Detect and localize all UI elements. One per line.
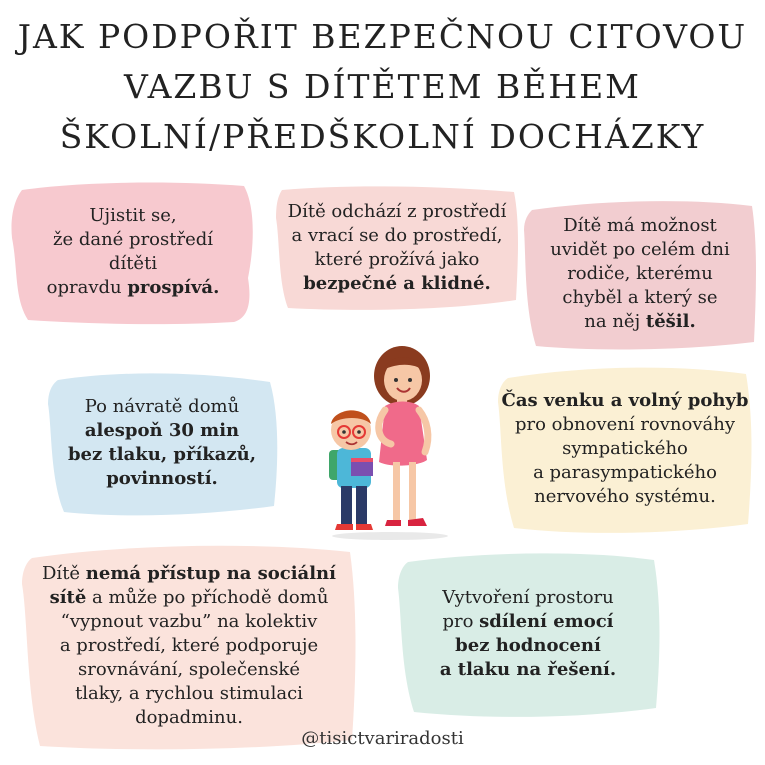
tip-line <box>567 262 713 286</box>
tip-line <box>502 389 749 413</box>
tip-text-regular: Vytvoření prostoru <box>442 587 614 608</box>
tip-text-regular: opravdu <box>46 277 128 298</box>
title-line-1: JAK PODPOŘIT BEZPEČNOU CITOVOU <box>17 17 748 56</box>
tip-line <box>315 248 480 272</box>
tip-text-regular: sympatického <box>562 438 688 459</box>
tip-line <box>442 610 613 634</box>
tip-text-regular: srovnávání, společenské <box>78 659 300 680</box>
tip-text-regular: “vypnout vazbu” na kolektiv <box>60 611 318 632</box>
tip-text-regular: na něj <box>584 311 646 332</box>
tip-text-regular: že dané prostředí <box>52 229 214 250</box>
tip-line <box>440 658 616 682</box>
tip-line <box>78 658 300 682</box>
tip-line <box>534 485 716 509</box>
illustration-svg <box>315 340 455 540</box>
tip-text-regular: rodiče, kterému <box>567 263 713 284</box>
tip-text-bold: bezpečné a klidné. <box>303 273 491 294</box>
tip-text-regular: Ujistit se, <box>89 205 177 226</box>
tip-box-5 <box>494 362 756 536</box>
mother-child-illustration <box>315 340 455 544</box>
tip-text-regular: dopadminu. <box>135 707 243 728</box>
tip-box-4 <box>42 368 282 518</box>
tip-line <box>584 310 695 334</box>
tip-line <box>562 437 688 461</box>
tip-line <box>85 419 239 443</box>
tip-text-bold: těšil. <box>645 311 696 332</box>
tip-line <box>89 204 176 228</box>
tip-text-bold: nemá přístup na sociální <box>85 563 336 584</box>
tip-line <box>42 562 336 586</box>
tip-text-regular: pro <box>442 611 480 632</box>
tip-box-7 <box>392 548 664 720</box>
tip-text-bold: alespoň 30 min <box>84 420 240 441</box>
page-title <box>0 12 765 162</box>
title-line-3: ŠKOLNÍ/PŘEDŠKOLNÍ DOCHÁZKY <box>59 117 706 156</box>
tip-text-bold: sítě <box>49 587 87 608</box>
tip-line <box>292 224 503 248</box>
tip-text-regular: a může po příchodě domů <box>86 587 329 608</box>
tip-box-1 <box>8 178 258 326</box>
tip-text-6 <box>18 540 360 752</box>
tip-text-7 <box>392 548 664 720</box>
tip-box-3 <box>520 196 760 352</box>
tip-text-regular: uvidět po celém dni <box>550 239 730 260</box>
instagram-handle: @tisictvariradosti <box>301 728 464 749</box>
tip-text-bold: povinností. <box>106 468 218 489</box>
tip-text-regular: dítěti <box>108 253 158 274</box>
tip-line <box>75 682 303 706</box>
tip-text-3 <box>520 196 760 352</box>
tip-line <box>106 467 218 491</box>
tip-line <box>303 272 491 296</box>
tip-text-bold: bez hodnocení <box>455 635 601 656</box>
tip-line <box>533 461 717 485</box>
tip-line <box>455 634 601 658</box>
tip-text-1 <box>8 178 258 326</box>
tip-line <box>68 443 256 467</box>
tip-text-regular: Po návratě domů <box>84 396 240 417</box>
tip-text-regular: a parasympatického <box>533 462 717 483</box>
tip-box-6 <box>18 540 360 752</box>
tip-text-bold: Čas venku a volný pohyb <box>501 390 749 411</box>
tip-text-regular: Dítě odchází z prostředí <box>287 201 507 222</box>
tip-text-bold: bez tlaku, příkazů, <box>67 444 257 465</box>
tip-text-regular: pro obnovení rovnováhy <box>514 414 736 435</box>
tip-line <box>442 586 613 610</box>
tip-line <box>47 276 220 300</box>
tip-text-regular: Dítě <box>42 563 86 584</box>
tip-text-bold: a tlaku na řešení. <box>439 659 617 680</box>
tip-text-bold: sdílení emocí <box>479 611 614 632</box>
tip-line <box>288 200 507 224</box>
tip-text-regular: a vrací se do prostředí, <box>291 225 503 246</box>
tip-text-2 <box>272 182 522 314</box>
tip-line <box>515 413 735 437</box>
tip-text-regular: chyběl a který se <box>562 287 718 308</box>
tip-text-regular: a prostředí, které podporuje <box>59 635 319 656</box>
tip-text-bold: prospívá. <box>127 277 220 298</box>
tip-line <box>563 214 717 238</box>
tip-text-4 <box>42 368 282 518</box>
tip-line <box>61 610 318 634</box>
tip-line <box>53 228 213 252</box>
tip-line <box>50 586 329 610</box>
tip-text-regular: které prožívá jako <box>314 249 480 270</box>
tip-line <box>550 238 730 262</box>
tip-text-regular: nervového systému. <box>534 486 716 507</box>
tip-line <box>562 286 717 310</box>
tip-line <box>135 706 243 730</box>
tip-box-2 <box>272 182 522 314</box>
tip-line <box>60 634 318 658</box>
tip-text-5 <box>494 362 756 536</box>
tip-line <box>109 252 157 276</box>
tip-line <box>85 395 239 419</box>
tip-text-regular: Dítě má možnost <box>563 215 717 236</box>
title-line-2: VAZBU S DÍTĚTEM BĚHEM <box>124 67 641 106</box>
tip-text-regular: tlaky, a rychlou stimulaci <box>75 683 303 704</box>
